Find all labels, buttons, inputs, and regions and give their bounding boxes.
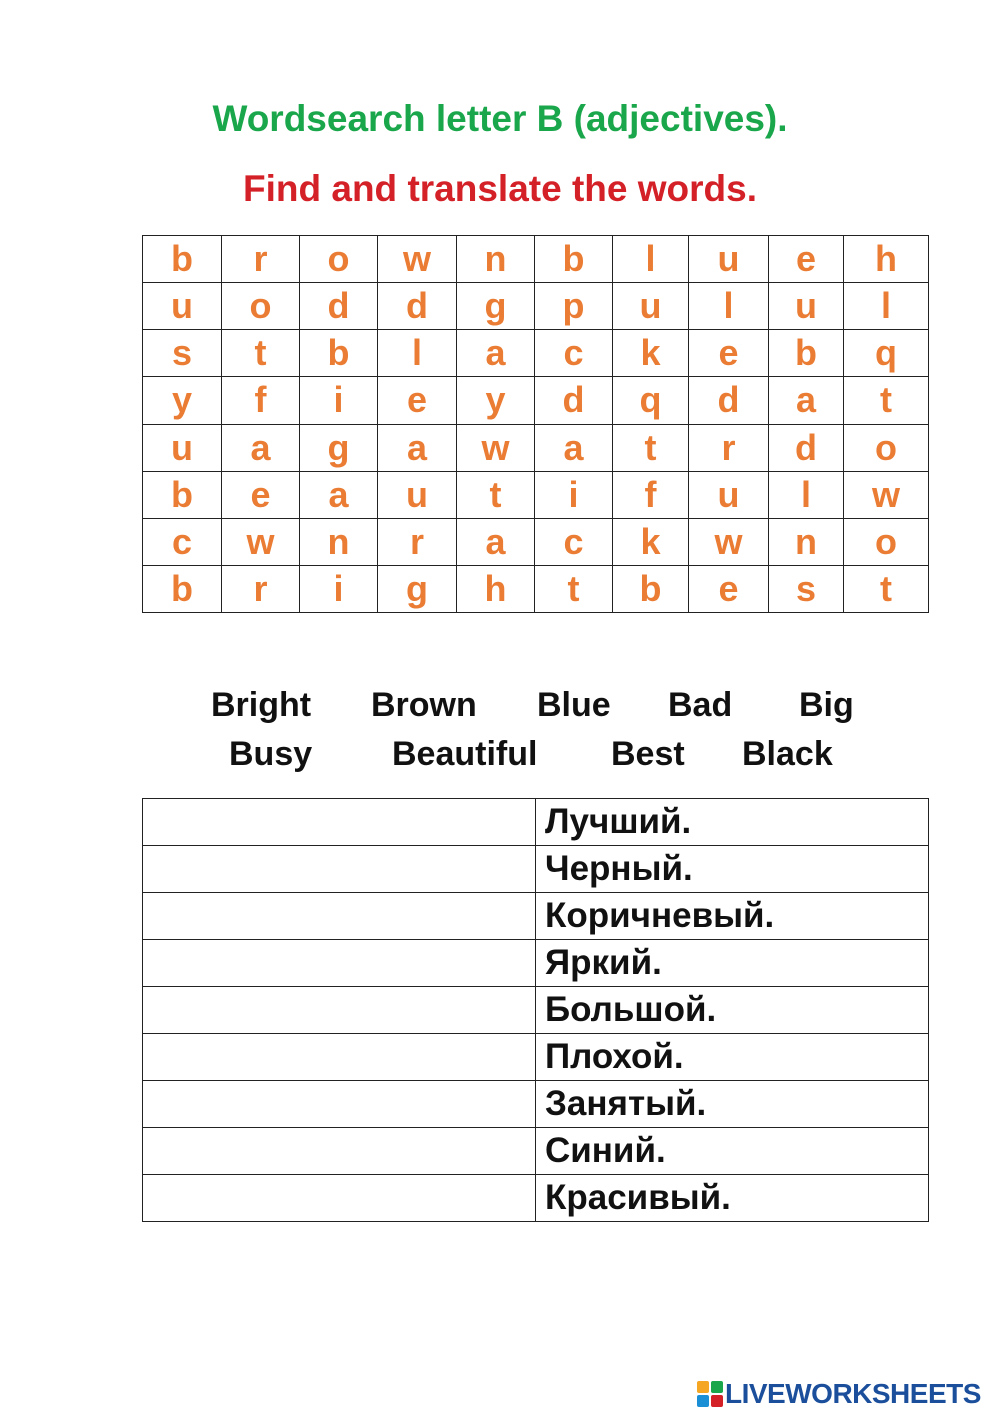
grid-letter[interactable]: i bbox=[300, 377, 378, 424]
translation-row bbox=[143, 1034, 929, 1081]
grid-letter[interactable]: b bbox=[143, 236, 222, 283]
grid-letter[interactable]: a bbox=[535, 424, 613, 471]
word-bank-item: Beautiful bbox=[392, 735, 538, 773]
grid-letter[interactable]: y bbox=[457, 377, 535, 424]
answer-field[interactable] bbox=[143, 1175, 536, 1222]
russian-word: Большой. bbox=[536, 987, 929, 1034]
grid-row bbox=[143, 424, 929, 471]
grid-letter[interactable]: u bbox=[143, 283, 222, 330]
grid-letter[interactable]: b bbox=[143, 471, 222, 518]
grid-letter[interactable]: g bbox=[300, 424, 378, 471]
word-bank-item: Big bbox=[799, 686, 854, 724]
grid-letter[interactable]: u bbox=[689, 236, 769, 283]
answer-field[interactable] bbox=[143, 1128, 536, 1175]
grid-letter[interactable]: w bbox=[378, 236, 457, 283]
grid-letter[interactable]: r bbox=[222, 236, 300, 283]
grid-letter[interactable]: y bbox=[143, 377, 222, 424]
grid-letter[interactable]: a bbox=[457, 518, 535, 565]
grid-letter[interactable]: r bbox=[378, 518, 457, 565]
grid-letter[interactable]: u bbox=[689, 471, 769, 518]
grid-letter[interactable]: l bbox=[613, 236, 689, 283]
word-bank-item: Black bbox=[742, 735, 833, 773]
grid-letter[interactable]: b bbox=[769, 330, 844, 377]
liveworksheets-logo bbox=[697, 1377, 981, 1411]
grid-letter[interactable]: o bbox=[844, 518, 929, 565]
grid-row bbox=[143, 565, 929, 612]
grid-letter[interactable]: w bbox=[457, 424, 535, 471]
grid-letter[interactable]: l bbox=[378, 330, 457, 377]
grid-letter[interactable]: s bbox=[769, 565, 844, 612]
grid-letter[interactable]: u bbox=[378, 471, 457, 518]
grid-letter[interactable]: u bbox=[613, 283, 689, 330]
grid-letter[interactable]: e bbox=[222, 471, 300, 518]
grid-letter[interactable]: b bbox=[535, 236, 613, 283]
russian-word: Черный. bbox=[536, 846, 929, 893]
worksheet-title: Wordsearch letter B (adjectives). bbox=[212, 98, 788, 139]
grid-letter[interactable]: d bbox=[300, 283, 378, 330]
grid-letter[interactable]: l bbox=[844, 283, 929, 330]
translation-row bbox=[143, 846, 929, 893]
translation-row bbox=[143, 987, 929, 1034]
grid-letter[interactable]: i bbox=[535, 471, 613, 518]
grid-letter[interactable]: l bbox=[689, 283, 769, 330]
russian-word: Коричневый. bbox=[536, 893, 929, 940]
grid-letter[interactable]: r bbox=[222, 565, 300, 612]
grid-letter[interactable]: d bbox=[378, 283, 457, 330]
grid-row bbox=[143, 283, 929, 330]
answer-field[interactable] bbox=[143, 1034, 536, 1081]
russian-word: Плохой. bbox=[536, 1034, 929, 1081]
grid-letter[interactable]: d bbox=[689, 377, 769, 424]
wordsearch-grid bbox=[142, 235, 929, 613]
grid-letter[interactable]: d bbox=[769, 424, 844, 471]
grid-letter[interactable]: a bbox=[378, 424, 457, 471]
translation-row bbox=[143, 1128, 929, 1175]
grid-letter[interactable]: e bbox=[378, 377, 457, 424]
grid-letter[interactable]: t bbox=[535, 565, 613, 612]
russian-word: Яркий. bbox=[536, 940, 929, 987]
grid-letter[interactable]: f bbox=[222, 377, 300, 424]
grid-letter[interactable]: u bbox=[769, 283, 844, 330]
grid-letter[interactable]: o bbox=[844, 424, 929, 471]
grid-letter[interactable]: n bbox=[769, 518, 844, 565]
word-bank-row-2 bbox=[0, 735, 1000, 779]
grid-letter[interactable]: e bbox=[769, 236, 844, 283]
grid-letter[interactable]: t bbox=[222, 330, 300, 377]
translation-row bbox=[143, 1175, 929, 1222]
grid-row bbox=[143, 377, 929, 424]
grid-letter[interactable]: n bbox=[457, 236, 535, 283]
liveworksheets-logo-icon bbox=[697, 1381, 723, 1407]
word-bank-row-1 bbox=[0, 686, 1000, 730]
liveworksheets-logo-text: LIVEWORKSHEETS bbox=[725, 1378, 981, 1409]
worksheet-instruction: Find and translate the words. bbox=[243, 168, 757, 209]
grid-letter[interactable]: c bbox=[143, 518, 222, 565]
translation-table bbox=[142, 798, 929, 1222]
grid-row bbox=[143, 330, 929, 377]
grid-letter[interactable]: p bbox=[535, 283, 613, 330]
word-bank-item: Bad bbox=[668, 686, 733, 724]
grid-letter[interactable]: a bbox=[457, 330, 535, 377]
grid-letter[interactable]: f bbox=[613, 471, 689, 518]
word-bank-item: Busy bbox=[229, 735, 313, 773]
grid-letter[interactable]: t bbox=[613, 424, 689, 471]
answer-field[interactable] bbox=[143, 799, 536, 846]
answer-field[interactable] bbox=[143, 1081, 536, 1128]
russian-word: Лучший. bbox=[536, 799, 929, 846]
grid-letter[interactable]: b bbox=[300, 330, 378, 377]
russian-word: Синий. bbox=[536, 1128, 929, 1175]
grid-letter[interactable]: l bbox=[769, 471, 844, 518]
russian-word: Занятый. bbox=[536, 1081, 929, 1128]
grid-letter[interactable]: o bbox=[222, 283, 300, 330]
grid-letter[interactable]: q bbox=[613, 377, 689, 424]
grid-letter[interactable]: g bbox=[378, 565, 457, 612]
answer-field[interactable] bbox=[143, 846, 536, 893]
grid-letter[interactable]: c bbox=[535, 330, 613, 377]
grid-letter[interactable]: q bbox=[844, 330, 929, 377]
grid-letter[interactable]: i bbox=[300, 565, 378, 612]
word-bank-item: Bright bbox=[211, 686, 312, 724]
grid-letter[interactable]: c bbox=[535, 518, 613, 565]
grid-letter[interactable]: e bbox=[689, 565, 769, 612]
russian-word: Красивый. bbox=[536, 1175, 929, 1222]
translation-row bbox=[143, 1081, 929, 1128]
grid-letter[interactable]: k bbox=[613, 330, 689, 377]
grid-letter[interactable]: a bbox=[769, 377, 844, 424]
grid-letter[interactable]: h bbox=[457, 565, 535, 612]
translation-row bbox=[143, 893, 929, 940]
grid-row bbox=[143, 236, 929, 283]
grid-letter[interactable]: h bbox=[844, 236, 929, 283]
grid-letter[interactable]: w bbox=[844, 471, 929, 518]
grid-letter[interactable]: g bbox=[457, 283, 535, 330]
grid-letter[interactable]: u bbox=[143, 424, 222, 471]
translation-row bbox=[143, 799, 929, 846]
grid-letter[interactable]: a bbox=[222, 424, 300, 471]
grid-letter[interactable]: s bbox=[143, 330, 222, 377]
word-bank-item: Best bbox=[611, 735, 685, 773]
grid-row bbox=[143, 471, 929, 518]
grid-letter[interactable]: n bbox=[300, 518, 378, 565]
word-bank-item: Blue bbox=[537, 686, 611, 724]
grid-letter[interactable]: b bbox=[143, 565, 222, 612]
answer-field[interactable] bbox=[143, 893, 536, 940]
grid-letter[interactable]: b bbox=[613, 565, 689, 612]
word-bank-item: Brown bbox=[371, 686, 477, 724]
grid-letter[interactable]: d bbox=[535, 377, 613, 424]
grid-letter[interactable]: k bbox=[613, 518, 689, 565]
grid-letter[interactable]: e bbox=[689, 330, 769, 377]
answer-field[interactable] bbox=[143, 940, 536, 987]
answer-field[interactable] bbox=[143, 987, 536, 1034]
grid-row bbox=[143, 518, 929, 565]
grid-letter[interactable]: t bbox=[844, 377, 929, 424]
grid-letter[interactable]: w bbox=[222, 518, 300, 565]
grid-letter[interactable]: t bbox=[844, 565, 929, 612]
translation-row bbox=[143, 940, 929, 987]
grid-letter[interactable]: r bbox=[689, 424, 769, 471]
grid-letter[interactable]: w bbox=[689, 518, 769, 565]
grid-letter[interactable]: a bbox=[300, 471, 378, 518]
grid-letter[interactable]: o bbox=[300, 236, 378, 283]
grid-letter[interactable]: t bbox=[457, 471, 535, 518]
